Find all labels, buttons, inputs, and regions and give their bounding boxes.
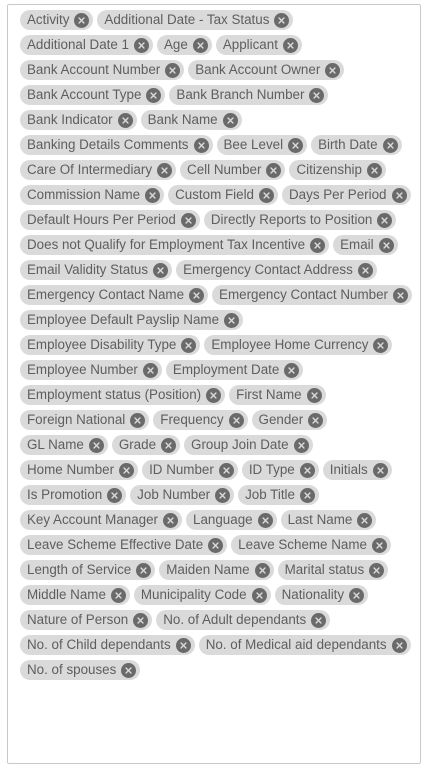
field-chip	[242, 460, 319, 480]
field-chip	[20, 10, 93, 30]
close-circle-icon[interactable]	[146, 88, 161, 103]
field-chip	[186, 510, 277, 530]
field-chip	[204, 210, 397, 230]
field-chip	[311, 135, 402, 155]
field-chip	[229, 385, 325, 405]
close-circle-icon[interactable]	[310, 238, 325, 253]
close-circle-icon[interactable]	[107, 488, 122, 503]
close-circle-icon[interactable]	[259, 188, 274, 203]
close-circle-icon[interactable]	[283, 38, 298, 53]
field-chip	[212, 285, 412, 305]
field-chip-label: Key Account Manager	[27, 512, 159, 527]
close-circle-icon[interactable]	[215, 488, 230, 503]
close-circle-icon[interactable]	[133, 613, 148, 628]
field-chip-label: Birth Date	[318, 137, 378, 152]
close-circle-icon[interactable]	[300, 463, 315, 478]
close-circle-icon[interactable]	[377, 213, 392, 228]
close-circle-icon[interactable]	[367, 163, 382, 178]
field-chip-label: No. of Adult dependants	[163, 612, 307, 627]
field-chip	[278, 560, 389, 580]
field-chip	[217, 135, 308, 155]
field-chip-label: No. of Medical aid dependants	[205, 637, 387, 652]
field-chip-label: Cell Number	[187, 162, 262, 177]
field-chip	[204, 335, 392, 355]
close-circle-icon[interactable]	[379, 238, 394, 253]
field-chip-label: Email	[340, 237, 374, 252]
field-chip	[20, 285, 208, 305]
field-chip	[20, 335, 200, 355]
field-chip	[20, 110, 137, 130]
field-chip-label: Email Validity Status	[27, 262, 149, 277]
field-chip	[176, 260, 377, 280]
field-chip-label: Days Per Period	[289, 187, 387, 202]
close-circle-icon[interactable]	[372, 538, 387, 553]
field-chip-label: Bank Account Type	[27, 87, 142, 102]
close-circle-icon[interactable]	[176, 638, 191, 653]
field-chip	[112, 435, 180, 455]
close-circle-icon[interactable]	[284, 363, 299, 378]
field-chip-label: Marital status	[284, 562, 365, 577]
field-chip-label: Employee Home Currency	[211, 337, 369, 352]
close-circle-icon[interactable]	[153, 263, 168, 278]
field-chip-label: First Name	[236, 387, 302, 402]
close-circle-icon[interactable]	[161, 438, 176, 453]
field-chip-label: Does not Qualify for Employment Tax Incentive	[27, 237, 306, 252]
field-chip	[20, 135, 213, 155]
field-chip	[20, 160, 176, 180]
field-chip-label: Bank Account Owner	[195, 62, 321, 77]
close-circle-icon[interactable]	[165, 63, 180, 78]
field-chip	[20, 635, 195, 655]
field-chip-label: GL Name	[27, 437, 84, 452]
field-chip	[159, 560, 273, 580]
field-chip	[323, 460, 392, 480]
field-chip-label: Banking Details Comments	[27, 137, 189, 152]
field-chip	[20, 310, 243, 330]
field-chip-label: Emergency Contact Address	[183, 262, 353, 277]
close-circle-icon[interactable]	[181, 338, 196, 353]
field-chip-label: Employment status (Position)	[27, 387, 202, 402]
field-chip	[289, 160, 386, 180]
field-chip	[134, 585, 271, 605]
close-circle-icon[interactable]	[136, 563, 151, 578]
field-chip-label: Bank Indicator	[27, 112, 113, 127]
close-circle-icon[interactable]	[383, 138, 398, 153]
field-chip	[20, 535, 227, 555]
field-chip-label: Leave Scheme Name	[238, 537, 367, 552]
field-chip	[275, 585, 369, 605]
field-chip	[157, 35, 212, 55]
field-chip	[141, 110, 242, 130]
field-chip-label: Default Hours Per Period	[27, 212, 176, 227]
close-circle-icon[interactable]	[393, 288, 408, 303]
field-chip	[20, 410, 149, 430]
field-chip	[166, 360, 303, 380]
field-chip-label: No. of spouses	[27, 662, 117, 677]
close-circle-icon[interactable]	[74, 13, 89, 28]
field-chip-label: Care Of Intermediary	[27, 162, 153, 177]
field-chip-label: No. of Child dependants	[27, 637, 171, 652]
close-circle-icon[interactable]	[373, 463, 388, 478]
field-chip-label: Job Title	[245, 487, 295, 502]
field-chip	[199, 635, 411, 655]
field-chip-label: Home Number	[27, 462, 115, 477]
field-chip	[188, 60, 344, 80]
field-chip-label: Additional Date - Tax Status	[104, 12, 270, 27]
close-circle-icon[interactable]	[119, 463, 134, 478]
close-circle-icon[interactable]	[157, 163, 172, 178]
close-circle-icon[interactable]	[121, 663, 136, 678]
field-chip	[153, 410, 247, 430]
field-chip	[20, 85, 165, 105]
close-circle-icon[interactable]	[288, 138, 303, 153]
field-chip-label: Employee Number	[27, 362, 138, 377]
close-circle-icon[interactable]	[349, 588, 364, 603]
close-circle-icon[interactable]	[189, 288, 204, 303]
field-chip-label: Bank Branch Number	[176, 87, 305, 102]
field-chip-label: Municipality Code	[140, 587, 247, 602]
close-circle-icon[interactable]	[118, 113, 133, 128]
field-chip	[281, 510, 377, 530]
field-chip-label: Employment Date	[172, 362, 280, 377]
field-chip-label: Length of Service	[27, 562, 132, 577]
field-chip-label: Emergency Contact Name	[27, 287, 185, 302]
field-chip-label: ID Number	[149, 462, 214, 477]
field-chip	[184, 435, 313, 455]
field-chip-label: Activity	[27, 12, 70, 27]
field-chip	[231, 535, 391, 555]
field-chip	[20, 185, 164, 205]
field-chip	[20, 585, 130, 605]
field-chip-label: Frequency	[160, 412, 224, 427]
field-chip	[20, 560, 155, 580]
field-chip	[20, 385, 225, 405]
field-chip	[130, 485, 234, 505]
field-chip-label: Emergency Contact Number	[219, 287, 388, 302]
field-chip-label: Employee Disability Type	[27, 337, 177, 352]
close-circle-icon[interactable]	[193, 38, 208, 53]
field-chip	[20, 60, 184, 80]
selected-fields-list	[8, 5, 420, 685]
field-chip-label: Initials	[329, 462, 368, 477]
close-circle-icon[interactable]	[143, 363, 158, 378]
close-circle-icon[interactable]	[258, 513, 273, 528]
field-chip	[216, 35, 302, 55]
field-chip	[20, 510, 182, 530]
close-circle-icon[interactable]	[111, 588, 126, 603]
close-circle-icon[interactable]	[300, 488, 315, 503]
close-circle-icon[interactable]	[325, 63, 340, 78]
close-circle-icon[interactable]	[255, 563, 270, 578]
field-chip-label: Last Name	[287, 512, 353, 527]
field-chip-label: Foreign National	[27, 412, 126, 427]
close-circle-icon[interactable]	[194, 138, 209, 153]
field-chip	[20, 210, 200, 230]
field-chip-label: Bank Name	[147, 112, 218, 127]
field-chip	[97, 10, 293, 30]
close-circle-icon[interactable]	[358, 263, 373, 278]
field-chip	[169, 85, 328, 105]
close-circle-icon[interactable]	[89, 438, 104, 453]
field-chip-label: Additional Date 1	[27, 37, 129, 52]
field-chip	[180, 160, 285, 180]
field-chip	[20, 360, 162, 380]
close-circle-icon[interactable]	[309, 88, 324, 103]
close-circle-icon[interactable]	[145, 188, 160, 203]
close-circle-icon[interactable]	[134, 38, 149, 53]
close-circle-icon[interactable]	[392, 188, 407, 203]
close-circle-icon[interactable]	[181, 213, 196, 228]
field-chip	[142, 460, 238, 480]
field-chip-label: Bee Level	[223, 137, 284, 152]
close-circle-icon[interactable]	[252, 588, 267, 603]
field-chip	[20, 260, 172, 280]
field-chip	[168, 185, 278, 205]
field-chip-label: Maiden Name	[166, 562, 250, 577]
field-chip-label: Nationality	[281, 587, 345, 602]
field-chip-label: ID Type	[248, 462, 295, 477]
field-chip	[20, 460, 138, 480]
field-chip-label: Age	[164, 37, 188, 52]
field-chip	[156, 610, 330, 630]
field-chip-label: Group Join Date	[191, 437, 289, 452]
field-chip-label: Job Number	[137, 487, 211, 502]
field-chip-label: Employee Default Payslip Name	[27, 312, 220, 327]
field-chip-label: Nature of Person	[27, 612, 129, 627]
selected-fields-panel	[7, 4, 421, 764]
close-circle-icon[interactable]	[294, 438, 309, 453]
field-chip-label: Bank Account Number	[27, 62, 161, 77]
close-circle-icon[interactable]	[369, 563, 384, 578]
field-chip	[20, 435, 108, 455]
close-circle-icon[interactable]	[224, 313, 239, 328]
close-circle-icon[interactable]	[208, 538, 223, 553]
field-chip-label: Middle Name	[27, 587, 106, 602]
field-chip-label: Applicant	[222, 37, 278, 52]
close-circle-icon[interactable]	[308, 413, 323, 428]
field-chip	[20, 660, 140, 680]
close-circle-icon[interactable]	[311, 613, 326, 628]
close-circle-icon[interactable]	[219, 463, 234, 478]
field-chip-label: Gender	[258, 412, 304, 427]
field-chip-label: Language	[193, 512, 253, 527]
close-circle-icon[interactable]	[130, 413, 145, 428]
close-circle-icon[interactable]	[373, 338, 388, 353]
field-chip	[20, 485, 126, 505]
close-circle-icon[interactable]	[307, 388, 322, 403]
field-chip-label: Leave Scheme Effective Date	[27, 537, 204, 552]
field-chip-label: Commission Name	[27, 187, 141, 202]
field-chip-label: Is Promotion	[27, 487, 103, 502]
field-chip-label: Citizenship	[296, 162, 362, 177]
close-circle-icon[interactable]	[163, 513, 178, 528]
field-chip	[20, 610, 152, 630]
field-chip	[238, 485, 319, 505]
field-chip	[252, 410, 328, 430]
close-circle-icon[interactable]	[206, 388, 221, 403]
field-chip-label: Custom Field	[175, 187, 254, 202]
close-circle-icon[interactable]	[357, 513, 372, 528]
field-chip	[333, 235, 397, 255]
field-chip-label: Grade	[118, 437, 157, 452]
field-chip	[20, 35, 153, 55]
field-chip	[20, 235, 329, 255]
field-chip	[282, 185, 411, 205]
close-circle-icon[interactable]	[229, 413, 244, 428]
close-circle-icon[interactable]	[223, 113, 238, 128]
close-circle-icon[interactable]	[274, 13, 289, 28]
close-circle-icon[interactable]	[392, 638, 407, 653]
field-chip-label: Directly Reports to Position	[210, 212, 373, 227]
close-circle-icon[interactable]	[266, 163, 281, 178]
